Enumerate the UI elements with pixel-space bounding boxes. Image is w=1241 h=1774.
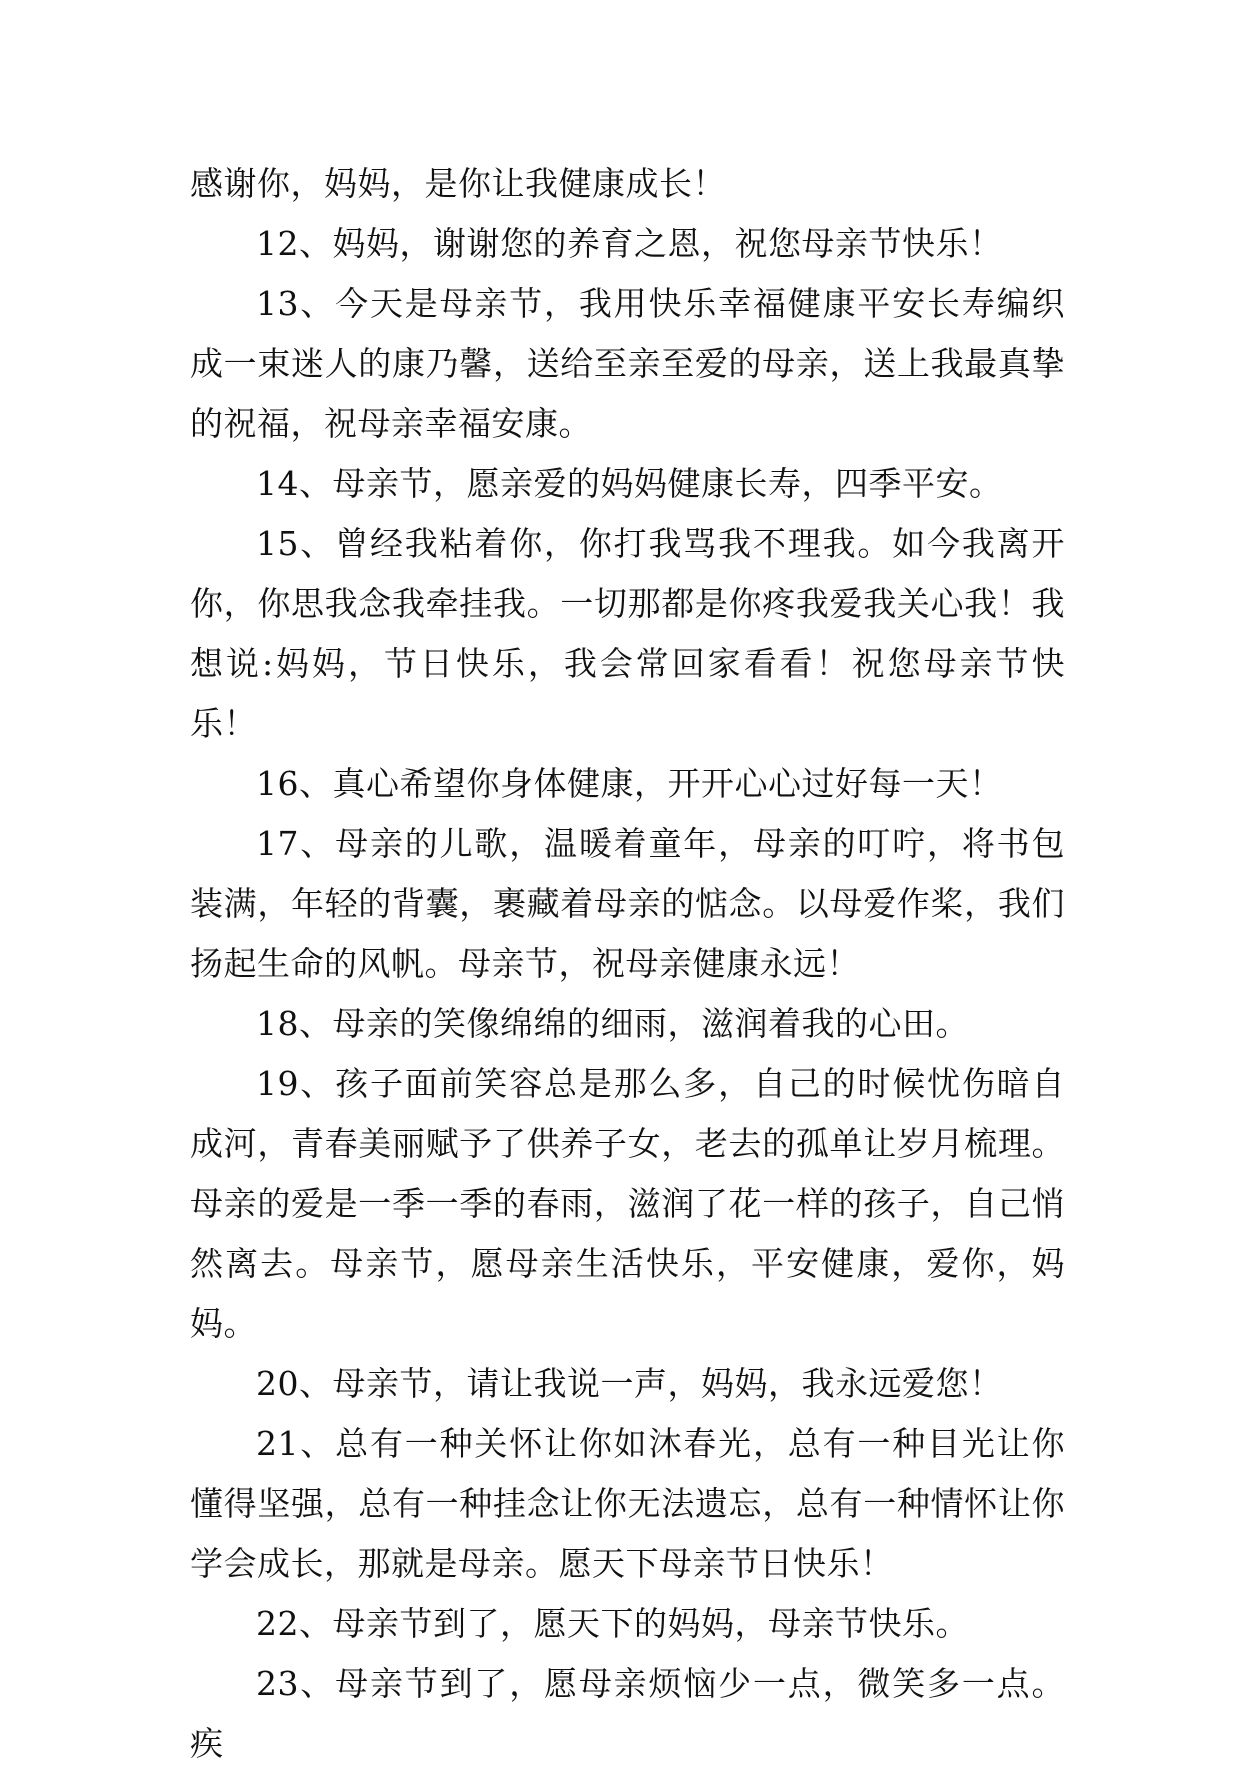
paragraph: 23、母亲节到了，愿母亲烦恼少一点，微笑多一点。疾 xyxy=(190,1664,1065,1763)
paragraph: 21、总有一种关怀让你如沐春光，总有一种目光让你懂得坚强，总有一种挂念让你无法遗忘，总有一种情怀让你学会成长，那就是母亲。愿天下母亲节日快乐！ xyxy=(190,1424,1065,1583)
paragraph: 16、真心希望你身体健康，开开心心过好每一天！ xyxy=(256,764,1003,803)
paragraph: 20、母亲节，请让我说一声，妈妈，我永远爱您！ xyxy=(256,1364,1003,1403)
document-body xyxy=(190,154,1065,1774)
paragraph: 14、母亲节，愿亲爱的妈妈健康长寿，四季平安。 xyxy=(256,464,1003,503)
paragraph: 13、今天是母亲节，我用快乐幸福健康平安长寿编织成一束迷人的康乃馨，送给至亲至爱的母亲，送上我最真挚的祝福，祝母亲幸福安康。 xyxy=(190,284,1065,443)
paragraph: 22、母亲节到了，愿天下的妈妈，母亲节快乐。 xyxy=(256,1604,969,1643)
paragraph: 12、妈妈，谢谢您的养育之恩，祝您母亲节快乐！ xyxy=(256,224,1003,263)
paragraph: 17、母亲的儿歌，温暖着童年，母亲的叮咛，将书包装满，年轻的背囊，裹藏着母亲的惦念。以母爱作桨，我们扬起生命的风帆。母亲节，祝母亲健康永远！ xyxy=(190,824,1065,983)
paragraph: 15、曾经我粘着你，你打我骂我不理我。如今我离开你，你思我念我牵挂我。一切那都是你疼我爱我关心我！我想说:妈妈，节日快乐，我会常回家看看！祝您母亲节快乐！ xyxy=(190,524,1065,743)
paragraph: 19、孩子面前笑容总是那么多，自己的时候忧伤暗自成河，青春美丽赋予了供养子女，老去的孤单让岁月梳理。母亲的爱是一季一季的春雨，滋润了花一样的孩子，自己悄然离去。母亲节，愿母亲生活快乐，平安健康，爱你，妈妈。 xyxy=(190,1064,1065,1343)
paragraph: 18、母亲的笑像绵绵的细雨，滋润着我的心田。 xyxy=(256,1004,969,1043)
paragraph: 感谢你，妈妈，是你让我健康成长！ xyxy=(190,164,726,203)
